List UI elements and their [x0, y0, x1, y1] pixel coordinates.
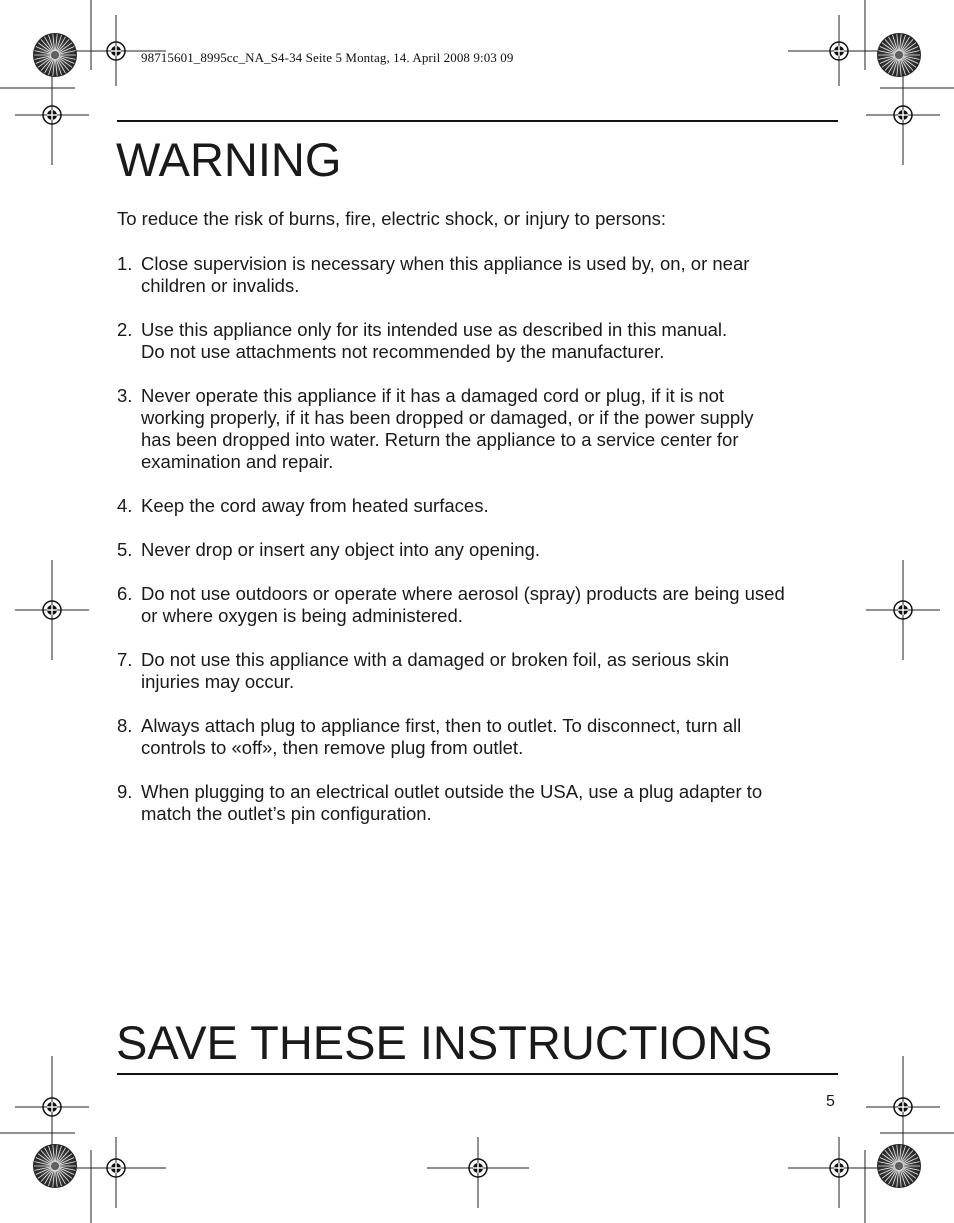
item-text-line: Keep the cord away from heated surfaces. — [141, 495, 489, 516]
warning-item — [117, 495, 847, 517]
warning-list — [117, 253, 847, 847]
warning-intro: To reduce the risk of burns, fire, electric shock, or injury to persons: — [117, 208, 667, 229]
item-text-line: injuries may occur. — [141, 671, 295, 692]
item-text-line: When plugging to an electrical outlet outside the USA, use a plug adapter to — [141, 781, 763, 802]
warning-item — [117, 539, 847, 561]
item-text-line: or where oxygen is being administered. — [141, 605, 463, 626]
item-number: 8. — [117, 715, 133, 736]
item-text-line: Never operate this appliance if it has a damaged cord or plug, if it is not — [141, 385, 725, 406]
item-number: 9. — [117, 781, 133, 802]
item-number: 2. — [117, 319, 133, 340]
item-text-line: examination and repair. — [141, 451, 334, 472]
item-text-line: Always attach plug to appliance first, then to outlet. To disconnect, turn all — [141, 715, 742, 736]
item-number: 4. — [117, 495, 133, 516]
save-instructions-title: SAVE THESE INSTRUCTIONS — [116, 1016, 773, 1069]
top-rule — [117, 120, 838, 122]
item-number: 3. — [117, 385, 133, 406]
warning-item — [117, 781, 847, 825]
print-slug: 98715601_8995cc_NA_S4-34 Seite 5 Montag, 14. April 2008 9:03 09 — [141, 50, 514, 65]
bottom-rule — [117, 1073, 838, 1075]
warning-item — [117, 319, 847, 363]
page-number: 5 — [826, 1093, 835, 1110]
item-text-line: Do not use attachments not recommended by the manufacturer. — [141, 341, 665, 362]
warning-item — [117, 385, 847, 473]
item-text-line: controls to «off», then remove plug from outlet. — [141, 737, 524, 758]
item-text-line: Do not use outdoors or operate where aerosol (spray) products are being used — [141, 583, 785, 604]
item-text-line: Use this appliance only for its intended use as described in this manual. — [141, 319, 728, 340]
item-text-line: working properly, if it has been dropped or damaged, or if the power supply — [141, 407, 754, 428]
item-text-line: has been dropped into water. Return the appliance to a service center for — [141, 429, 739, 450]
item-number: 1. — [117, 253, 133, 274]
item-text-line: Close supervision is necessary when this appliance is used by, on, or near — [141, 253, 750, 274]
item-number: 5. — [117, 539, 133, 560]
item-number: 7. — [117, 649, 133, 670]
warning-item — [117, 253, 847, 297]
item-text-line: Do not use this appliance with a damaged or broken foil, as serious skin — [141, 649, 730, 670]
warning-item — [117, 649, 847, 693]
item-text-line: children or invalids. — [141, 275, 300, 296]
warning-title: WARNING — [116, 133, 342, 186]
item-number: 6. — [117, 583, 133, 604]
item-text-line: match the outlet’s pin configuration. — [141, 803, 432, 824]
item-text-line: Never drop or insert any object into any opening. — [141, 539, 541, 560]
warning-item — [117, 583, 847, 627]
warning-item — [117, 715, 847, 759]
